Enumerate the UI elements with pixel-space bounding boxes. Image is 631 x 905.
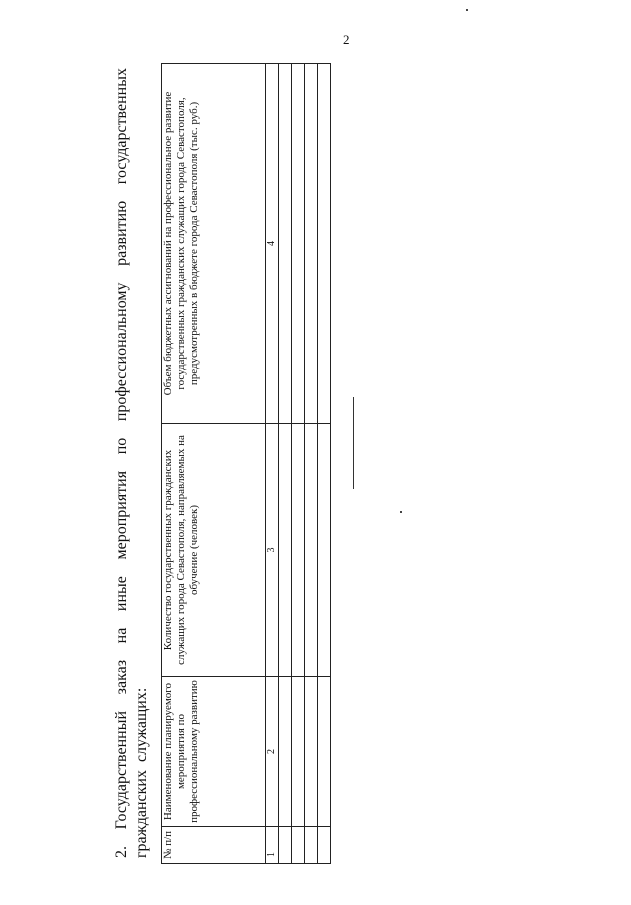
table-cell (278, 64, 291, 424)
column-number: 3 (265, 424, 278, 677)
table-cell (317, 677, 330, 827)
table-cell (278, 677, 291, 827)
table-cell (304, 827, 317, 864)
table-cell (278, 424, 291, 677)
table-cell (317, 64, 330, 424)
table-cell (278, 827, 291, 864)
column-number: 2 (265, 677, 278, 827)
table-cell (291, 827, 304, 864)
landscape-content (110, 54, 350, 864)
header-budget-volume: Объем бюджетных ассигнований на профессиональное развитие государственных гражданских служащих города Севастополя, предусмотренных в бюджете города Севастополя (тыс. руб.) (162, 64, 266, 424)
table-column-number-row (265, 64, 278, 864)
section-heading: 2. Государственный заказ на иные мероприятия по профессиональному развитию государственных гражданских служащих: (113, 68, 150, 858)
scan-speck (400, 511, 402, 513)
header-number: № п/п (162, 827, 266, 864)
table-row (317, 64, 330, 864)
table-cell (304, 424, 317, 677)
table-row (278, 64, 291, 864)
page-number: 2 (343, 32, 350, 47)
table-cell (304, 677, 317, 827)
table-cell (317, 827, 330, 864)
state-order-table (161, 63, 331, 864)
table-cell (291, 64, 304, 424)
table-header-row (162, 64, 266, 864)
table-row (291, 64, 304, 864)
header-employee-count: Количество государственных гражданских служащих города Севастополя, направляемых на обучение (человек) (162, 424, 266, 677)
table-cell (291, 424, 304, 677)
table-row (304, 64, 317, 864)
scan-speck (466, 9, 468, 11)
column-number: 4 (265, 64, 278, 424)
header-event-name: Наименование планируемого мероприятия по профессиональному развитию (162, 677, 266, 827)
table-cell (304, 64, 317, 424)
column-number: 1 (265, 827, 278, 864)
closing-rule (353, 397, 354, 489)
table-cell (291, 677, 304, 827)
table-cell (317, 424, 330, 677)
